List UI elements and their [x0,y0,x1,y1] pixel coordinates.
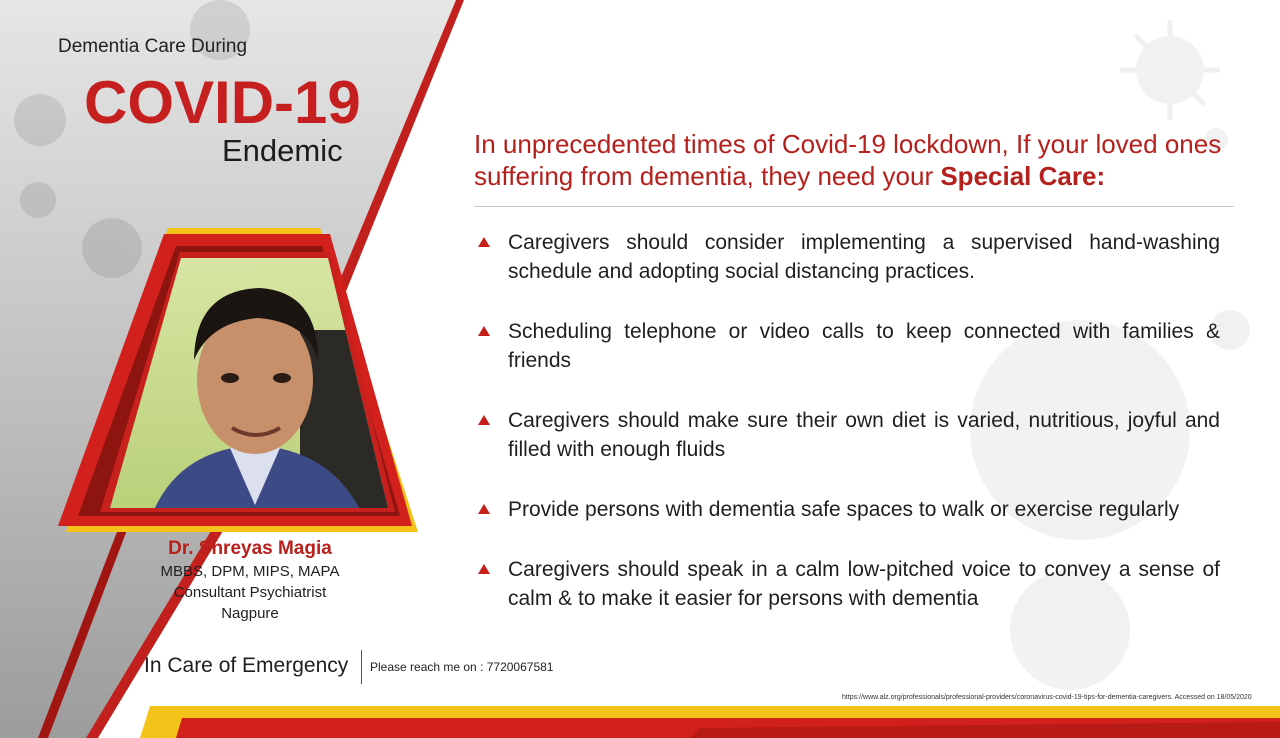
list-item [478,317,1220,375]
tip-text: Scheduling telephone or video calls to keep connected with families & friends [508,320,1220,372]
emergency-label: In Care of Emergency [144,654,349,677]
source-note: https://www.alz.org/professionals/professional-providers/coronavirus-covid-19-tips-for-dementia-caregivers. Accessed on 18/05/2020 [842,694,1252,701]
tip-text: Caregivers should make sure their own diet is varied, nutritious, joyful and filled with enough fluids [508,409,1220,461]
triangle-bullet-icon [478,564,490,574]
tips-list [478,228,1220,613]
list-item [478,228,1220,286]
doctor-name: Dr. Shreyas Magia [168,538,332,559]
divider [474,206,1234,207]
headline [474,128,1234,192]
headline-emphasis: Special Care [940,161,1097,191]
headline-text: In unprecedented times of Covid-19 lockdown, If your loved ones suffering from dementia, they need your [474,129,1222,191]
triangle-bullet-icon [478,504,490,514]
tip-text: Provide persons with dementia safe spaces to walk or exercise regularly [508,498,1180,521]
headline-end: : [1096,161,1106,191]
page-subtitle: Endemic [222,133,343,168]
header-top-line: Dementia Care During [58,36,248,57]
list-item [478,555,1220,613]
triangle-bullet-icon [478,415,490,425]
doctor-city: Nagpure [221,605,279,622]
triangle-bullet-icon [478,326,490,336]
doctor-degrees: MBBS, DPM, MIPS, MAPA [160,563,340,580]
tip-text: Caregivers should consider implementing a supervised hand-washing schedule and adopting social distancing practices. [508,231,1220,283]
emergency-contact: Please reach me on : 7720067581 [370,660,554,674]
doctor-role: Consultant Psychiatrist [173,584,327,601]
tip-text: Caregivers should speak in a calm low-pitched voice to convey a sense of calm & to make it easier for persons with dementia [508,558,1220,610]
list-item [478,495,1220,524]
triangle-bullet-icon [478,237,490,247]
list-item [478,406,1220,464]
page-title: COVID-19 [84,69,361,136]
emergency-divider [361,650,362,684]
